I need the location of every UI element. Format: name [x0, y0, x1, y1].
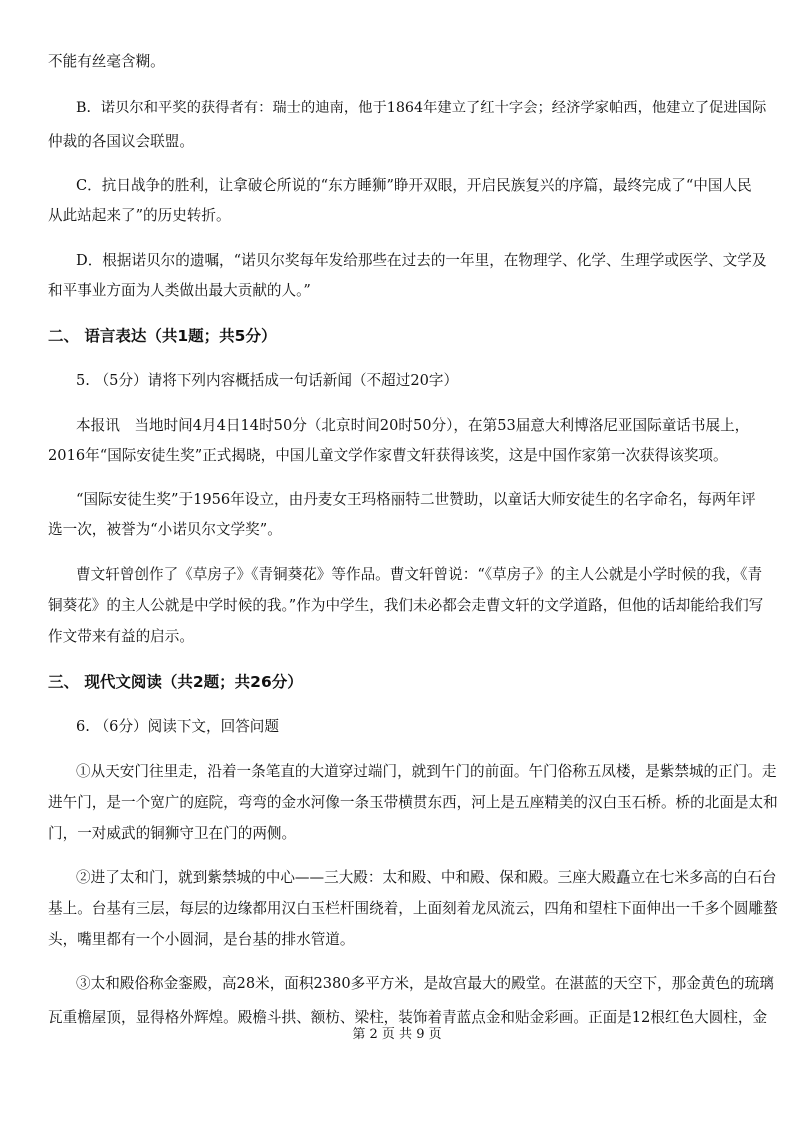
- passage-line: 选一次，被誉为“小诺贝尔文学奖”。: [48, 521, 282, 538]
- passage-line: ①从天安门往里走，沿着一条笔直的大道穿过端门，就到午门的前面。午门俗称五凤楼，是紫禁城的正门。走: [76, 763, 777, 780]
- option-b-line: 仲裁的各国议会联盟。: [48, 133, 194, 150]
- passage-line: “国际安徒生奖”于1956年设立，由丹麦女王玛格丽特二世赞助，以童话大师安徒生的名字命名，每两年评: [76, 491, 756, 508]
- passage-line: 基上。台基有三层，每层的边缘都用汉白玉栏杆围绕着，上面刻着龙凤流云，四角和望柱下面伸出一千多个圆雕螯: [48, 900, 778, 917]
- passage-line: ②进了太和门，就到紫禁城的中心——三大殿：太和殿、中和殿、保和殿。三座大殿矗立在七米多高的白石台: [76, 869, 777, 886]
- passage-line: 本报讯 当地时间4月4日14时50分（北京时间20时50分），在第53届意大利博洛尼亚国际童话书展上，: [76, 417, 750, 434]
- passage-line: 门，一对威武的铜狮守卫在门的两侧。: [48, 825, 297, 842]
- section-heading: 二、 语言表达（共1题；共5分）: [48, 327, 277, 345]
- passage-line: 进午门，是一个宽广的庭院，弯弯的金水河像一条玉带横贯东西，河上是五座精美的汉白玉石桥。桥的北面是太和: [48, 794, 778, 811]
- section-heading: 三、 现代文阅读（共2题；共26分）: [48, 673, 303, 691]
- page-footer: 第 2 页 共 9 页: [352, 1027, 442, 1042]
- option-d-line: 和平事业方面为人类做出最大贡献的人。”: [48, 282, 311, 299]
- passage-line: 曹文轩曾创作了《草房子》《青铜葵花》等作品。曹文轩曾说：“《草房子》的主人公就是小学时候的我，《青: [76, 566, 763, 583]
- option-b-line: B．诺贝尔和平奖的获得者有：瑞士的迪南，他于1864年建立了红十字会；经济学家帕西，他建立了促进国际: [76, 100, 767, 116]
- passage-line: 头，嘴里都有一个小圆洞，是台基的排水管道。: [48, 931, 355, 948]
- option-d-line: D．根据诺贝尔的遗嘱，“诺贝尔奖每年发给那些在过去的一年里，在物理学、化学、生理学或医学、文学及: [76, 252, 767, 269]
- passage-line: 作文带来有益的启示。: [48, 628, 194, 645]
- question-line: 6. （6分）阅读下文，回答问题: [76, 718, 279, 735]
- paragraph-line: 不能有丝毫含糊。: [48, 53, 165, 70]
- passage-line: 瓦重檐屋顶，显得格外辉煌。殿檐斗拱、额枋、梁柱，装饰着青蓝点金和贴金彩画。正面是12根红色大圆柱，金: [48, 1009, 768, 1026]
- passage-line: 铜葵花》的主人公就是中学时候的我。”作为中学生，我们未必都会走曹文轩的文学道路，但他的话却能给我们写: [48, 597, 764, 614]
- passage-line: ③太和殿俗称金銮殿，高28米，面积2380多平方米，是故宫最大的殿堂。在湛蓝的天空下，那金黄色的琉璃: [76, 975, 774, 992]
- option-c-line: 从此站起来了”的历史转折。: [48, 207, 231, 224]
- passage-line: 2016年“国际安徒生奖”正式揭晓，中国儿童文学作家曹文轩获得该奖，这是中国作家第一次获得该奖项。: [48, 447, 728, 464]
- question-line: 5. （5分）请将下列内容概括成一句话新闻（不超过20字）: [76, 372, 459, 389]
- option-c-line: C．抗日战争的胜利，让拿破仑所说的“东方睡狮”睁开双眼，开启民族复兴的序篇，最终完成了“中国人民: [76, 177, 752, 194]
